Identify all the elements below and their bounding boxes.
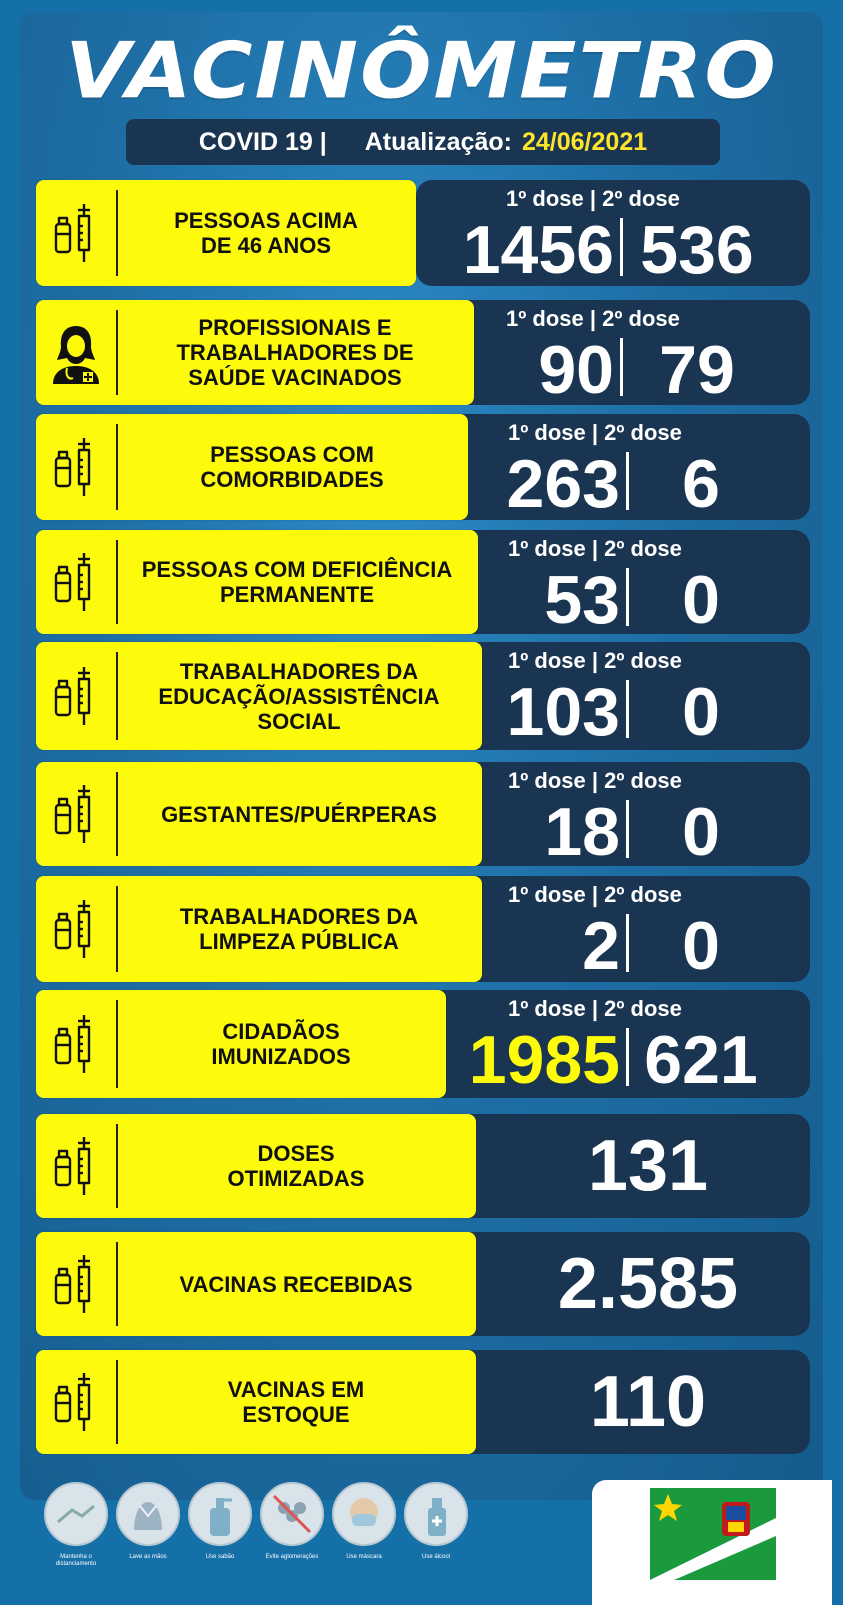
category-card xyxy=(36,414,468,520)
card-divider xyxy=(116,310,118,395)
category-card xyxy=(36,990,446,1098)
dose-header xyxy=(508,420,682,446)
value-separator xyxy=(620,218,623,276)
category-card xyxy=(36,180,416,286)
second-dose-value: 0 xyxy=(682,908,720,984)
vaccine-syringe-icon xyxy=(52,436,100,498)
first-dose-label: 1º dose xyxy=(508,768,586,793)
prevention-caption: Use sabão xyxy=(205,1554,235,1560)
vaccine-syringe-icon xyxy=(52,1253,100,1315)
flag-panel xyxy=(592,1480,832,1605)
total-row xyxy=(36,1232,810,1336)
prevention-icon-circle xyxy=(116,1482,180,1546)
first-dose-label: 1º dose xyxy=(506,306,584,331)
category-card xyxy=(36,1350,476,1454)
second-dose-label: 2º dose xyxy=(604,768,682,793)
vaccine-syringe-icon xyxy=(52,783,100,845)
vaccine-syringe-icon xyxy=(52,551,100,613)
covid-label: COVID 19 | xyxy=(198,127,327,156)
category-label: PESSOAS ACIMA DE 46 ANOS xyxy=(174,208,358,258)
soap-icon xyxy=(192,1486,248,1542)
vaccine-syringe-icon xyxy=(52,202,100,264)
vaccine-syringe-icon xyxy=(52,1013,100,1075)
dose-header xyxy=(506,186,680,212)
category-icon-box xyxy=(36,762,116,866)
second-dose-value: 0 xyxy=(682,794,720,870)
dose-divider: | xyxy=(589,306,597,331)
category-label: PESSOAS COM COMORBIDADES xyxy=(200,442,384,492)
update-label: Atualização: xyxy=(364,127,512,156)
category-label: CIDADÃOS IMUNIZADOS xyxy=(211,1019,351,1069)
second-dose-label: 2º dose xyxy=(602,306,680,331)
second-dose-value: 0 xyxy=(682,674,720,750)
second-dose-label: 2º dose xyxy=(602,186,680,211)
second-dose-label: 2º dose xyxy=(604,996,682,1021)
dose-header xyxy=(508,996,682,1022)
first-dose-value: 53 xyxy=(544,562,620,638)
second-dose-label: 2º dose xyxy=(604,882,682,907)
category-icon-box xyxy=(36,1114,116,1218)
first-dose-label: 1º dose xyxy=(508,536,586,561)
card-divider xyxy=(116,1000,118,1088)
dose-row xyxy=(36,300,810,408)
prevention-icon-item xyxy=(260,1482,324,1561)
dose-row xyxy=(36,990,810,1098)
card-divider xyxy=(116,1124,118,1208)
category-icon-box xyxy=(36,1232,116,1336)
card-divider xyxy=(116,652,118,740)
vaccine-syringe-icon xyxy=(52,665,100,727)
first-dose-value: 2 xyxy=(582,908,620,984)
second-dose-label: 2º dose xyxy=(604,536,682,561)
second-dose-value: 536 xyxy=(640,212,754,288)
category-label: VACINAS RECEBIDAS xyxy=(179,1271,413,1297)
prevention-icon-circle xyxy=(188,1482,252,1546)
total-row xyxy=(36,1114,810,1218)
dose-divider: | xyxy=(591,536,599,561)
second-dose-value: 6 xyxy=(682,446,720,522)
category-label: TRABALHADORES DA LIMPEZA PÚBLICA xyxy=(179,904,419,954)
category-label: GESTANTES/PUÉRPERAS xyxy=(161,801,437,827)
update-bar xyxy=(126,119,720,165)
prevention-icon-circle xyxy=(44,1482,108,1546)
first-dose-label: 1º dose xyxy=(508,648,586,673)
value-separator xyxy=(626,680,629,738)
dose-row xyxy=(36,530,810,638)
dose-divider: | xyxy=(591,768,599,793)
value-separator xyxy=(626,1028,629,1086)
first-dose-value: 18 xyxy=(544,794,620,870)
prevention-caption: Lave as mãos xyxy=(129,1554,167,1560)
category-card xyxy=(36,300,474,405)
value-separator xyxy=(626,800,629,858)
total-value: 131 xyxy=(587,1126,709,1206)
dose-divider: | xyxy=(589,186,597,211)
dose-header xyxy=(508,768,682,794)
health-worker-icon xyxy=(49,322,103,384)
prevention-caption: Mantenha o distanciamento xyxy=(55,1554,97,1567)
value-separator xyxy=(620,338,623,396)
card-divider xyxy=(116,190,118,276)
prevention-icons xyxy=(44,1482,464,1592)
prevention-icon-item xyxy=(188,1482,252,1561)
category-icon-box xyxy=(36,642,116,750)
dose-row xyxy=(36,642,810,750)
face-mask-icon xyxy=(336,1486,392,1542)
category-card xyxy=(36,1232,476,1336)
crowd-ban-icon xyxy=(264,1486,320,1542)
second-dose-label: 2º dose xyxy=(604,420,682,445)
category-icon-box xyxy=(36,414,116,520)
dose-header xyxy=(508,648,682,674)
first-dose-value: 1456 xyxy=(462,212,614,288)
category-label: PESSOAS COM DEFICIÊNCIA PERMANENTE xyxy=(141,557,453,607)
first-dose-value: 1985 xyxy=(468,1022,620,1098)
card-divider xyxy=(116,886,118,972)
category-icon-box xyxy=(36,1350,116,1454)
dose-divider: | xyxy=(591,648,599,673)
dose-row xyxy=(36,414,810,520)
vaccine-syringe-icon xyxy=(52,1135,100,1197)
prevention-icon-item xyxy=(116,1482,180,1561)
prevention-icon-circle xyxy=(404,1482,468,1546)
dose-row xyxy=(36,876,810,982)
category-icon-box xyxy=(36,876,116,982)
first-dose-label: 1º dose xyxy=(508,996,586,1021)
second-dose-label: 2º dose xyxy=(604,648,682,673)
dose-header xyxy=(508,882,682,908)
category-card xyxy=(36,642,482,750)
category-card xyxy=(36,762,482,866)
prevention-caption: Use máscara xyxy=(346,1554,382,1560)
update-date: 24/06/2021 xyxy=(522,127,648,156)
vaccine-syringe-icon xyxy=(52,1371,100,1433)
page-title: VACINÔMETRO xyxy=(65,25,778,117)
first-dose-label: 1º dose xyxy=(508,882,586,907)
category-icon-box xyxy=(36,990,116,1098)
sanitizer-icon xyxy=(408,1486,464,1542)
category-label: DOSES OTIMIZADAS xyxy=(227,1141,365,1191)
card-divider xyxy=(116,772,118,856)
dose-row xyxy=(36,762,810,870)
dose-row xyxy=(36,180,810,286)
dose-divider: | xyxy=(591,420,599,445)
prevention-caption: Use álcool xyxy=(421,1554,450,1560)
category-label: TRABALHADORES DA EDUCAÇÃO/ASSISTÊNCIA SOCIAL xyxy=(158,658,440,734)
hand-wash-icon xyxy=(120,1486,176,1542)
dose-header xyxy=(506,306,680,332)
prevention-icon-circle xyxy=(332,1482,396,1546)
card-divider xyxy=(116,1242,118,1326)
value-separator xyxy=(626,568,629,626)
card-divider xyxy=(116,1360,118,1444)
category-icon-box xyxy=(36,180,116,286)
dose-divider: | xyxy=(591,996,599,1021)
vaccine-syringe-icon xyxy=(52,898,100,960)
category-card xyxy=(36,876,482,982)
category-icon-box xyxy=(36,530,116,634)
handshake-ban-icon xyxy=(48,1486,104,1542)
dose-divider: | xyxy=(591,882,599,907)
category-card xyxy=(36,530,478,634)
prevention-icon-item xyxy=(404,1482,468,1561)
value-separator xyxy=(626,914,629,972)
card-divider xyxy=(116,540,118,624)
second-dose-value: 621 xyxy=(644,1022,758,1098)
first-dose-label: 1º dose xyxy=(506,186,584,211)
category-icon-box xyxy=(36,300,116,405)
category-label: VACINAS EM ESTOQUE xyxy=(227,1377,365,1427)
prevention-icon-item xyxy=(332,1482,396,1561)
municipal-flag-icon xyxy=(650,1488,776,1580)
first-dose-label: 1º dose xyxy=(508,420,586,445)
total-value: 2.585 xyxy=(557,1244,739,1324)
prevention-caption: Evite aglomerações xyxy=(265,1554,319,1560)
card-divider xyxy=(116,424,118,510)
total-value: 110 xyxy=(589,1362,707,1442)
first-dose-value: 263 xyxy=(506,446,620,522)
second-dose-value: 79 xyxy=(659,332,735,408)
category-card xyxy=(36,1114,476,1218)
prevention-icon-circle xyxy=(260,1482,324,1546)
dose-header xyxy=(508,536,682,562)
total-row xyxy=(36,1350,810,1454)
value-separator xyxy=(626,452,629,510)
first-dose-value: 103 xyxy=(506,674,620,750)
first-dose-value: 90 xyxy=(538,332,614,408)
second-dose-value: 0 xyxy=(682,562,720,638)
prevention-icon-item xyxy=(44,1482,108,1568)
category-label: PROFISSIONAIS E TRABALHADORES DE SAÚDE VACINADOS xyxy=(176,315,414,390)
